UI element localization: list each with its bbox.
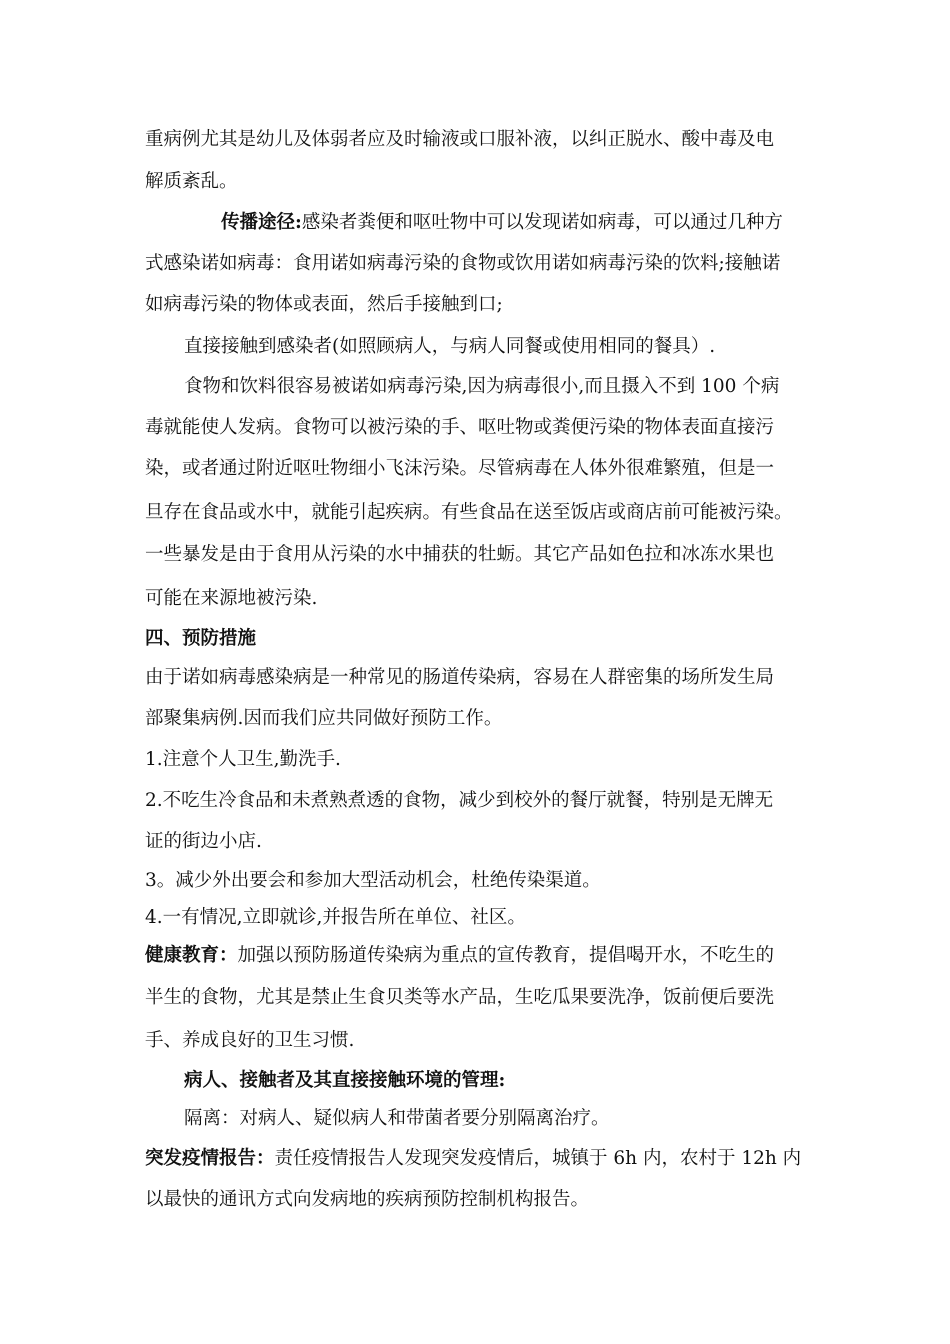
- transmission-label: 传播途径:: [221, 212, 302, 233]
- paragraph-line: 重病例尤其是幼儿及体弱者应及时输液或口服补液，以纠正脱水、酸中毒及电: [145, 129, 775, 150]
- management-heading: 病人、接触者及其直接接触环境的管理:: [184, 1070, 506, 1091]
- paragraph-line: 毒就能使人发病。食物可以被污染的手、呕吐物或粪便污染的物体表面直接污: [145, 417, 775, 438]
- paragraph-line: 染，或者通过附近呕吐物细小飞沫污染。尽管病毒在人体外很难繁殖，但是一: [145, 458, 775, 479]
- transmission-heading-line: [221, 211, 783, 235]
- paragraph-line: 如病毒污染的物体或表面，然后手接触到口;: [145, 294, 503, 315]
- paragraph-line: 手、养成良好的卫生习惯.: [145, 1030, 355, 1051]
- paragraph-line: 直接接触到感染者(如照顾病人，与病人同餐或使用相同的餐具）.: [184, 336, 716, 357]
- outbreak-report-line: [145, 1147, 801, 1171]
- paragraph-line: 一些暴发是由于食用从污染的水中捕获的牡蛎。其它产品如色拉和冰冻水果也: [145, 544, 775, 565]
- section-heading: 四、预防措施: [145, 628, 257, 649]
- outbreak-report-text: 责任疫情报告人发现突发疫情后，城镇于 6h 内，农村于 12h 内: [274, 1148, 802, 1169]
- paragraph-line: 可能在来源地被污染.: [145, 588, 318, 609]
- health-education-text: 加强以预防肠道传染病为重点的宣传教育，提倡喝开水，不吃生的: [237, 945, 775, 966]
- outbreak-report-label: 突发疫情报告：: [145, 1148, 275, 1169]
- paragraph-line: 半生的食物，尤其是禁止生食贝类等水产品，生吃瓜果要洗净，饭前便后要洗: [145, 987, 775, 1008]
- paragraph-line: 隔离：对病人、疑似病人和带菌者要分别隔离治疗。: [184, 1108, 610, 1129]
- list-item: 2.不吃生冷食品和未煮熟煮透的食物，减少到校外的餐厅就餐，特别是无牌无: [145, 790, 774, 811]
- paragraph-line: 由于诺如病毒感染病是一种常见的肠道传染病，容易在人群密集的场所发生局: [145, 667, 775, 688]
- list-item: 1.注意个人卫生,勤洗手.: [145, 749, 341, 770]
- list-item: 4.一有情况,立即就诊,并报告所在单位、社区。: [145, 907, 526, 928]
- paragraph-line: 解质紊乱。: [145, 171, 238, 192]
- paragraph-line: 式感染诺如病毒：食用诺如病毒污染的食物或饮用诺如病毒污染的饮料;接触诺: [145, 253, 781, 274]
- health-education-label: 健康教育：: [145, 945, 238, 966]
- list-item: 3。减少外出要会和参加大型活动机会，杜绝传染渠道。: [145, 870, 601, 891]
- transmission-text: 感染者粪便和呕吐物中可以发现诺如病毒，可以通过几种方: [301, 212, 783, 233]
- paragraph-line: 食物和饮料很容易被诺如病毒污染,因为病毒很小,而且摄入不到 100 个病: [184, 376, 780, 397]
- list-item-continuation: 证的街边小店.: [145, 831, 262, 852]
- health-education-line: [145, 944, 774, 968]
- paragraph-line: 以最快的通讯方式向发病地的疾病预防控制机构报告。: [145, 1189, 590, 1210]
- paragraph-line: 旦存在食品或水中，就能引起疾病。有些食品在送至饭店或商店前可能被污染。: [145, 502, 793, 523]
- paragraph-line: 部聚集病例.因而我们应共同做好预防工作。: [145, 708, 503, 729]
